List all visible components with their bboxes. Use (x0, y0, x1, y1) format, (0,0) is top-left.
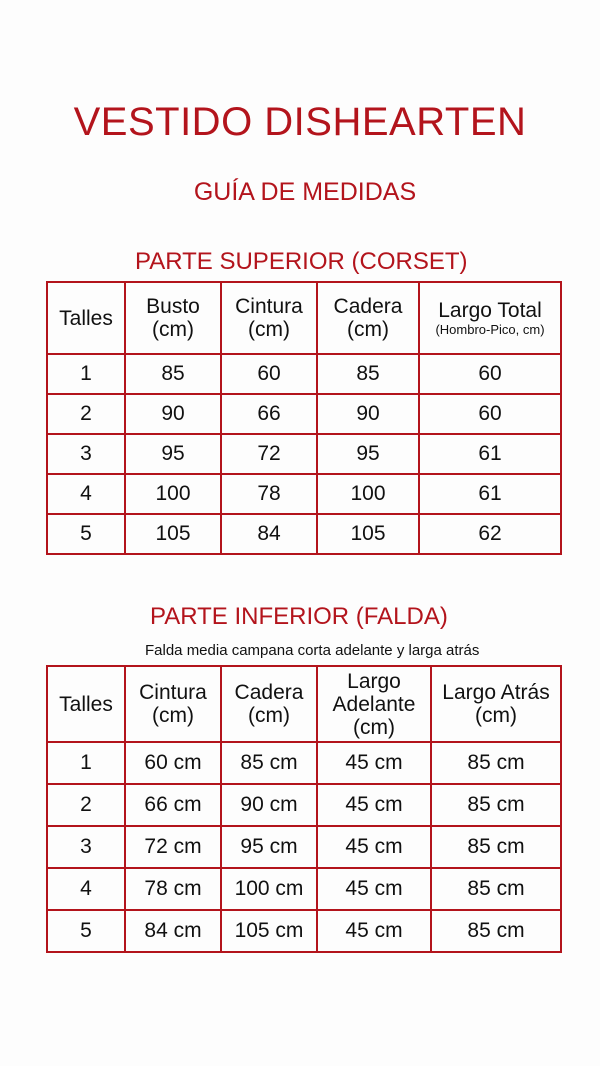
table-cell: 105 cm (221, 910, 317, 952)
table-row (47, 742, 561, 784)
lower-header-cintura: Cintura (139, 681, 207, 704)
table-cell: 85 (317, 354, 419, 394)
table-cell: 100 (317, 474, 419, 514)
table-cell: 45 cm (317, 742, 431, 784)
table-cell: 1 (47, 742, 125, 784)
lower-header-row (47, 666, 561, 742)
table-cell: 100 cm (221, 868, 317, 910)
table-cell: 72 (221, 434, 317, 474)
lower-header-cell (125, 666, 221, 742)
lower-header-unit: (cm) (353, 715, 395, 739)
table-cell: 90 cm (221, 784, 317, 826)
lower-header-cell (47, 666, 125, 742)
page-subtitle: GUÍA DE MEDIDAS (193, 178, 417, 206)
upper-header-busto: Busto (146, 295, 200, 318)
table-cell: 85 cm (431, 784, 561, 826)
upper-header-cell (221, 282, 317, 354)
table-cell: 45 cm (317, 784, 431, 826)
upper-header-cell (317, 282, 419, 354)
upper-header-largo-total: Largo Total (438, 298, 542, 322)
table-cell: 78 cm (125, 868, 221, 910)
lower-header-cadera: Cadera (234, 681, 304, 704)
upper-header-largo-unit: (Hombro-Pico, cm) (435, 321, 545, 337)
table-cell: 61 (419, 474, 561, 514)
table-row (47, 784, 561, 826)
table-cell: 60 (419, 394, 561, 434)
lower-header-cell (317, 666, 431, 742)
table-cell: 95 (125, 434, 221, 474)
lower-header-talles: Talles (59, 692, 113, 716)
table-row (47, 394, 561, 434)
lower-header-unit: (cm) (248, 704, 290, 727)
table-cell: 85 cm (431, 868, 561, 910)
upper-size-table (46, 281, 562, 555)
lower-header-largo-atras: Largo Atrás (442, 681, 550, 704)
table-row (47, 514, 561, 554)
table-cell: 85 (125, 354, 221, 394)
table-cell: 84 (221, 514, 317, 554)
table-row (47, 434, 561, 474)
table-cell: 90 (125, 394, 221, 434)
table-cell: 3 (47, 826, 125, 868)
table-cell: 45 cm (317, 910, 431, 952)
lower-section-note: Falda media campana corta adelante y larga atrás (145, 642, 480, 659)
table-cell: 60 (221, 354, 317, 394)
table-cell: 61 (419, 434, 561, 474)
table-cell: 95 cm (221, 826, 317, 868)
lower-header-cell (221, 666, 317, 742)
lower-size-table (46, 665, 562, 953)
table-row (47, 910, 561, 952)
upper-header-talles: Talles (59, 306, 113, 330)
lower-header-unit: (cm) (475, 704, 517, 727)
page-title: VESTIDO DISHEARTEN (73, 100, 527, 144)
table-cell: 90 (317, 394, 419, 434)
table-cell: 85 cm (221, 742, 317, 784)
table-row (47, 868, 561, 910)
table-row (47, 826, 561, 868)
upper-header-cadera: Cadera (333, 295, 403, 318)
upper-section-title: PARTE SUPERIOR (CORSET) (135, 248, 468, 275)
table-cell: 85 cm (431, 742, 561, 784)
table-cell: 2 (47, 784, 125, 826)
upper-header-unit: (cm) (152, 318, 194, 341)
table-cell: 2 (47, 394, 125, 434)
table-cell: 100 (125, 474, 221, 514)
table-cell: 95 (317, 434, 419, 474)
table-cell: 4 (47, 868, 125, 910)
lower-header-cell (431, 666, 561, 742)
upper-header-row (47, 282, 561, 354)
table-cell: 1 (47, 354, 125, 394)
table-cell: 5 (47, 514, 125, 554)
upper-header-cintura: Cintura (235, 295, 303, 318)
table-cell: 60 (419, 354, 561, 394)
table-cell: 105 (125, 514, 221, 554)
table-cell: 60 cm (125, 742, 221, 784)
table-cell: 105 (317, 514, 419, 554)
table-cell: 4 (47, 474, 125, 514)
table-cell: 45 cm (317, 868, 431, 910)
upper-header-cell (125, 282, 221, 354)
upper-header-unit: (cm) (347, 318, 389, 341)
table-row (47, 354, 561, 394)
lower-header-largo: Largo (347, 669, 401, 693)
lower-section-title: PARTE INFERIOR (FALDA) (150, 603, 448, 630)
table-cell: 78 (221, 474, 317, 514)
table-cell: 45 cm (317, 826, 431, 868)
table-cell: 62 (419, 514, 561, 554)
table-cell: 66 (221, 394, 317, 434)
upper-header-unit: (cm) (248, 318, 290, 341)
table-cell: 66 cm (125, 784, 221, 826)
lower-header-unit: (cm) (152, 704, 194, 727)
table-cell: 85 cm (431, 826, 561, 868)
table-cell: 3 (47, 434, 125, 474)
lower-header-adelante: Adelante (332, 692, 416, 716)
table-cell: 72 cm (125, 826, 221, 868)
table-cell: 84 cm (125, 910, 221, 952)
table-row (47, 474, 561, 514)
table-cell: 5 (47, 910, 125, 952)
upper-header-cell (419, 282, 561, 354)
upper-header-cell (47, 282, 125, 354)
table-cell: 85 cm (431, 910, 561, 952)
